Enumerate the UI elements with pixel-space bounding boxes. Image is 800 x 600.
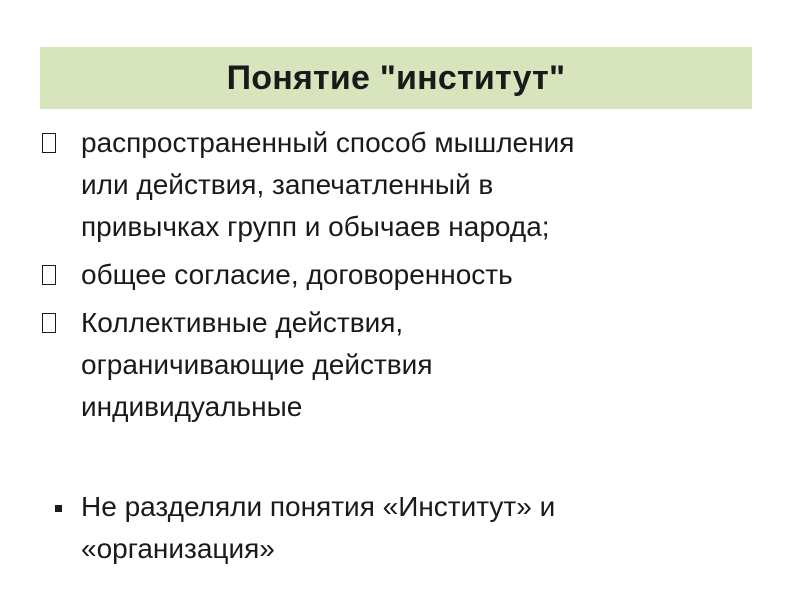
square-bullet-icon (40, 486, 60, 528)
definition-item (40, 122, 760, 248)
definition-line: ограничивающие действия (81, 349, 433, 380)
definition-text (81, 122, 761, 248)
note-line: Не разделяли понятия «Институт» и (81, 491, 556, 522)
definition-line: распространенный способ мышления (81, 127, 575, 158)
definition-text (81, 254, 761, 296)
definition-item (40, 302, 760, 428)
definition-line: привычках групп и обычаев народа; (81, 211, 550, 242)
definition-line: общее согласие, договоренность (81, 259, 513, 290)
definition-text (81, 302, 761, 428)
note-text (81, 486, 761, 570)
box-bullet-icon (40, 254, 60, 296)
box-bullet-icon (40, 122, 60, 164)
note-line: «организация» (81, 533, 275, 564)
definition-line: Коллективные действия, (81, 307, 404, 338)
slide-title: Понятие "институт" (226, 58, 566, 97)
box-bullet-icon (40, 302, 60, 344)
definition-item (40, 254, 760, 296)
note-item (40, 486, 760, 570)
definition-line: индивидуальные (81, 391, 303, 422)
definition-line: или действия, запечатленный в (81, 169, 494, 200)
